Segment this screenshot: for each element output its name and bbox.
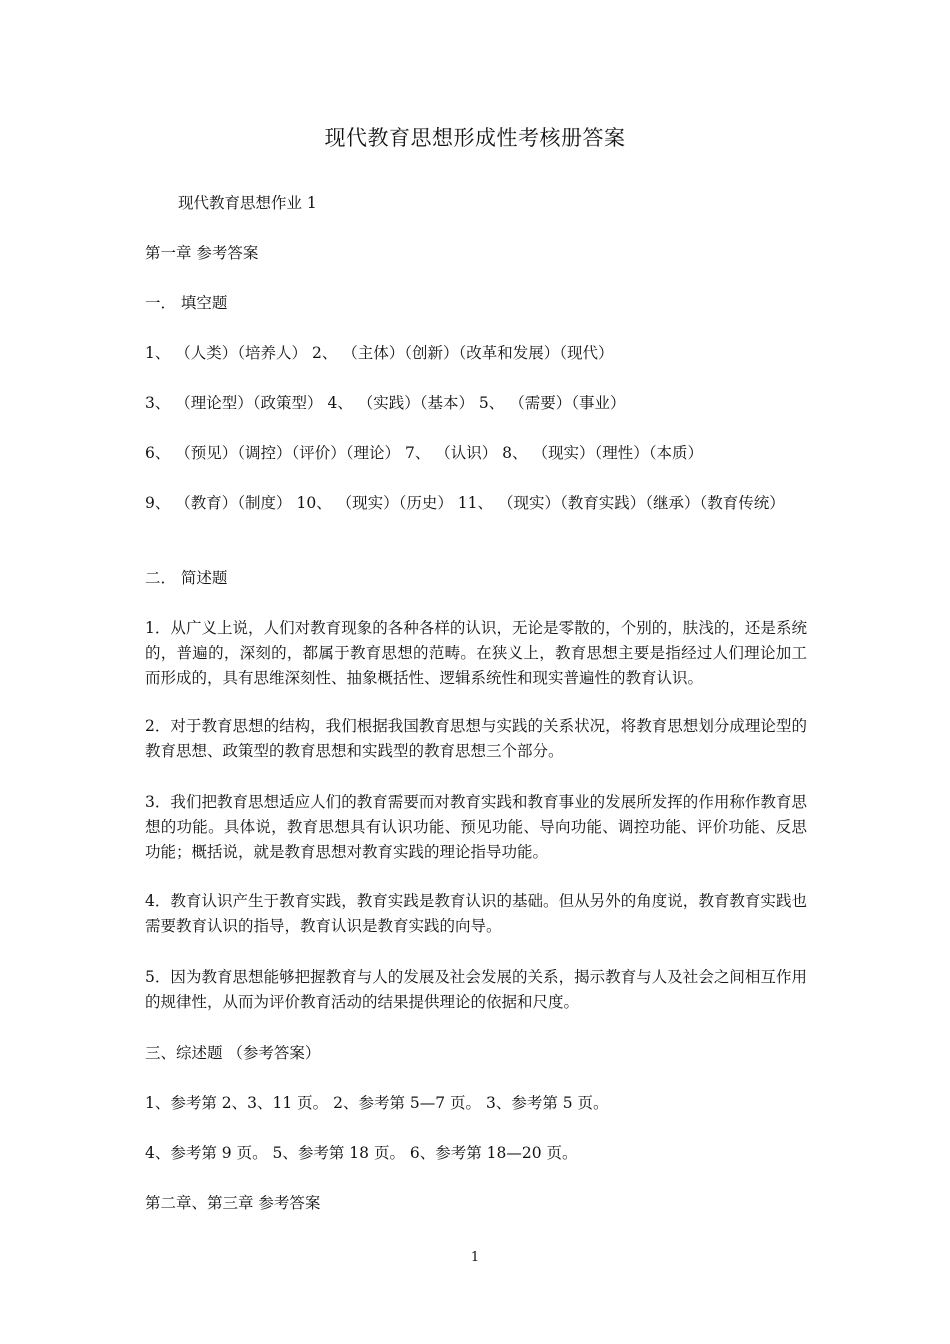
fill-answer-line: 3、 （理论型）（政策型） 4、 （实践）（基本） 5、 （需要）（事业） (145, 394, 626, 412)
chapter-heading: 第一章 参考答案 (145, 244, 259, 262)
section-heading: 一． 填空题 (145, 294, 228, 312)
section-heading: 三、综述题 （参考答案） (145, 1044, 321, 1062)
assignment-subtitle: 现代教育思想作业 1 (178, 194, 317, 212)
short-answer-paragraph: 3．我们把教育思想适应人们的教育需要而对教育实践和教育事业的发展所发挥的作用称作教育思想的功能。具体说，教育思想具有认识功能、预见功能、导向功能、调控功能、评价功能、反思功能；概括说，就是教育思想对教育实践的理论指导功能。 (145, 793, 807, 861)
section-heading: 二． 简述题 (145, 569, 228, 587)
fill-answer-line: 1、 （人类）（培养人） 2、 （主体）（创新）（改革和发展）（现代） (145, 344, 614, 362)
short-answer-paragraph: 4．教育认识产生于教育实践，教育实践是教育认识的基础。但从另外的角度说，教育教育实践也需要教育认识的指导，教育认识是教育实践的向导。 (145, 892, 807, 935)
document-title: 现代教育思想形成性考核册答案 (324, 126, 626, 150)
short-answer-paragraph: 2．对于教育思想的结构，我们根据我国教育思想与实践的关系状况，将教育思想划分成理论型的教育思想、政策型的教育思想和实践型的教育思想三个部分。 (145, 717, 807, 760)
chapter-heading: 第二章、第三章 参考答案 (145, 1194, 321, 1212)
short-answer-paragraph: 5．因为教育思想能够把握教育与人的发展及社会发展的关系，揭示教育与人及社会之间相互作用的规律性，从而为评价教育活动的结果提供理论的依据和尺度。 (145, 968, 807, 1011)
fill-answer-line: 6、 （预见）（调控）（评价）（理论） 7、 （认识） 8、 （现实）（理性）（本质） (145, 444, 703, 462)
essay-reference-line: 1、参考第 2、3、11 页。 2、参考第 5—7 页。 3、参考第 5 页。 (145, 1094, 609, 1112)
essay-reference-line: 4、参考第 9 页。 5、参考第 18 页。 6、参考第 18—20 页。 (145, 1144, 578, 1162)
page-number: 1 (470, 1250, 480, 1265)
fill-answer-line: 9、 （教育）（制度） 10、 （现实）（历史） 11、 （现实）（教育实践）（继承）（教育传统） (145, 494, 785, 512)
short-answer-paragraph: 1．从广义上说，人们对教育现象的各种各样的认识，无论是零散的，个别的，肤浅的，还是系统的，普遍的，深刻的，都属于教育思想的范畴。在狭义上，教育思想主要是指经过人们理论加工而形成的，具有思维深刻性、抽象概括性、逻辑系统性和现实普遍性的教育认识。 (145, 619, 807, 687)
